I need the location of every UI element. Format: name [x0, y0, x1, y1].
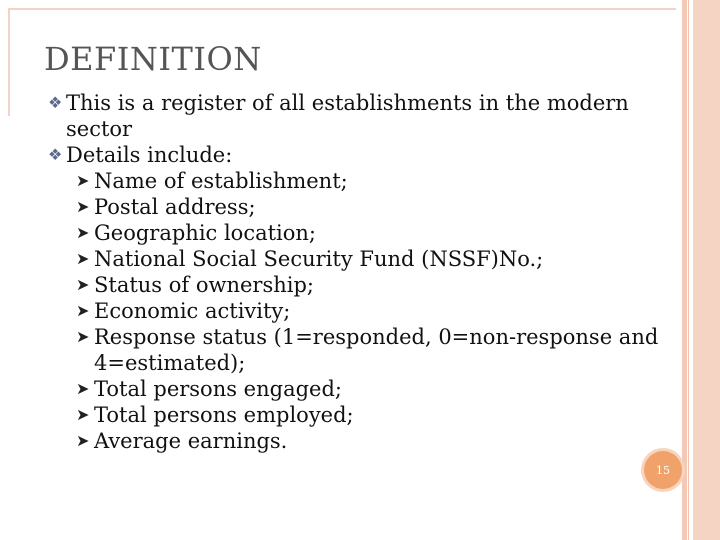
- sub-bullet-item: [48, 324, 668, 376]
- sub-bullet-item: [48, 272, 668, 298]
- frame-top-line: [8, 8, 676, 10]
- right-border-line: [688, 0, 689, 540]
- arrowhead-bullet-icon: ➤: [76, 405, 90, 424]
- sub-bullet-item: [48, 298, 668, 324]
- slide-title: DEFINITION: [44, 40, 262, 78]
- frame-left-line: [8, 8, 10, 116]
- diamond-bullet-icon: ❖: [48, 93, 63, 112]
- sub-bullet-item: [48, 168, 668, 194]
- arrowhead-bullet-icon: ➤: [76, 301, 90, 320]
- right-border-stripe: [693, 0, 720, 540]
- arrowhead-bullet-icon: ➤: [76, 431, 90, 450]
- page-number: 15: [656, 463, 670, 477]
- bullet-item: [48, 142, 668, 168]
- sub-bullet-item: [48, 220, 668, 246]
- arrowhead-bullet-icon: ➤: [76, 327, 90, 346]
- diamond-bullet-icon: ❖: [48, 145, 63, 164]
- arrowhead-bullet-icon: ➤: [76, 223, 90, 242]
- sub-bullet-item: [48, 194, 668, 220]
- bullet-text: Postal address;: [94, 195, 256, 219]
- arrowhead-bullet-icon: ➤: [76, 197, 90, 216]
- bullet-text: Response status (1=responded, 0=non-response and 4=estimated);: [94, 325, 659, 375]
- bullet-text: National Social Security Fund (NSSF)No.;: [94, 247, 544, 271]
- arrowhead-bullet-icon: ➤: [76, 379, 90, 398]
- arrowhead-bullet-icon: ➤: [76, 249, 90, 268]
- sub-bullet-item: [48, 376, 668, 402]
- bullet-text: Average earnings.: [94, 429, 288, 453]
- bullet-list: [48, 90, 668, 454]
- arrowhead-bullet-icon: ➤: [76, 275, 90, 294]
- bullet-text: Total persons engaged;: [94, 377, 342, 401]
- bullet-text: Economic activity;: [94, 299, 291, 323]
- bullet-text: Name of establishment;: [94, 169, 348, 193]
- bullet-text: Details include:: [66, 143, 233, 167]
- sub-bullet-item: [48, 428, 668, 454]
- sub-bullet-item: [48, 402, 668, 428]
- sub-bullet-item: [48, 246, 668, 272]
- arrowhead-bullet-icon: ➤: [76, 171, 90, 190]
- bullet-text: This is a register of all establishments in the modern sector: [66, 91, 629, 141]
- right-border-inner-stripe: [682, 0, 687, 540]
- page-number-badge: [644, 451, 682, 489]
- bullet-text: Status of ownership;: [94, 273, 314, 297]
- bullet-text: Total persons employed;: [94, 403, 354, 427]
- bullet-text: Geographic location;: [94, 221, 317, 245]
- bullet-item: [48, 90, 668, 142]
